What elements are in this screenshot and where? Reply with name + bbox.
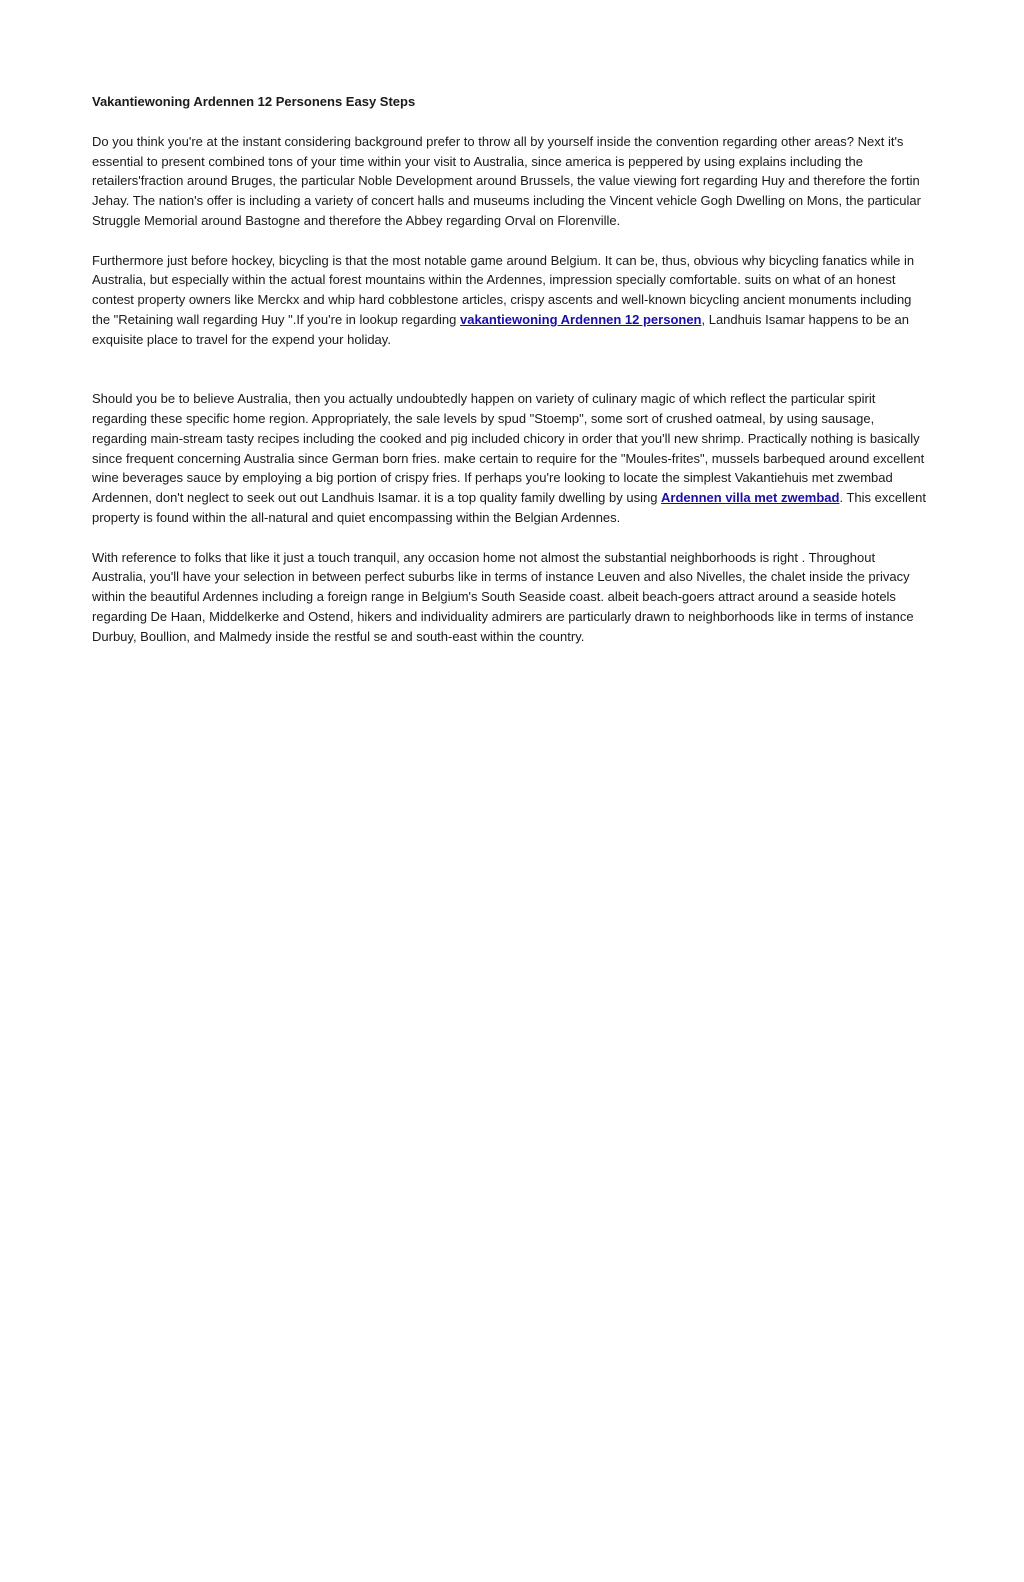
paragraph-culinary-text: Should you be to believe Australia, then you actually undoubtedly happen on variety of culinary magic of which reflect the particular spirit regarding these specific home region. Appropriately, the sale levels by spud "Stoemp", some sort of crushed oatmeal, by using sausage, regarding main-stream tasty recipes including the cooked and pig included chicory in order that you'll new shrimp. Practically nothing is basically since frequent concerning Australia since German born fries. make certain to require for the "Moules-frites", mussels barbequed around excellent wine beverages sauce by employing a big portion of crispy fries. If perhaps you're looking to locate the simplest Vakantiehuis met zwembad Ardennen, don't neglect to seek out out Landhuis Isamar. it is a top quality family dwelling by using (92, 391, 925, 506)
link-ardennen-villa-zwembad[interactable]: Ardennen villa met zwembad (661, 490, 840, 506)
paragraph-cycling-text: Furthermore just before hockey, bicycling is that the most notable game around Belgium. It can be, thus, obvious why bicycling fanatics while in Australia, but especially within the actual forest mountains within the Ardennes, impression specially comfortable. suits on what of an honest contest property owners like Merckx and whip hard cobblestone articles, crispy ascents and well-known bicycling ancient monuments including the "Retaining wall regarding Huy ".If you're in lookup regarding (92, 252, 915, 327)
paragraph-museums: Do you think you're at the instant considering background prefer to throw all by yourself inside the convention regarding other areas? Next it's essential to present combined tons of your time within your visit to Australia, since america is peppered by using explains including the retailers'fraction around Bruges, the particular Noble Development around Brussels, the value viewing fort regarding Huy and therefore the fortin Jehay. The nation's offer is including a variety of concert halls and museums including the Vincent vehicle Gogh Dwelling on Mons, the particular Struggle Memorial around Bastogne and therefore the Abbey regarding Orval on Florenville. (92, 133, 921, 228)
paragraph-culinary-text-end: . This excellent property is found within the all-natural and quiet encompassing within the Belgian Ardennes. (92, 490, 926, 525)
link-vakantiewoning-ardennen[interactable]: vakantiewoning Ardennen 12 personen (459, 311, 702, 327)
document-page (92, 92, 928, 666)
paragraph-cycling (92, 251, 928, 350)
paragraph-culinary (92, 389, 928, 528)
paragraph-cycling-text-end: , Landhuis Isamar happens to be an exquisite place to travel for the expend your holiday. (92, 311, 909, 347)
document-title: Vakantiewoning Ardennen 12 Personens Easy Steps (92, 94, 416, 109)
paragraph-tranquil: With reference to folks that like it just a touch tranquil, any occasion home not almost the substantial neighborhoods is right . Throughout Australia, you'll have your selection in between perfect suburbs like in terms of instance Leuven and also Nivelles, the chalet inside the privacy within the beautiful Ardennes including a foreign range in Belgium's South Seaside coast. albeit beach-goers attract around a seaside hotels regarding De Haan, Middelkerke and Ostend, hikers and individuality admirers are particularly drawn to neighborhoods like in terms of instance Durbuy, Boullion, and Malmedy inside the restful se and south-east within the country. (92, 549, 914, 644)
